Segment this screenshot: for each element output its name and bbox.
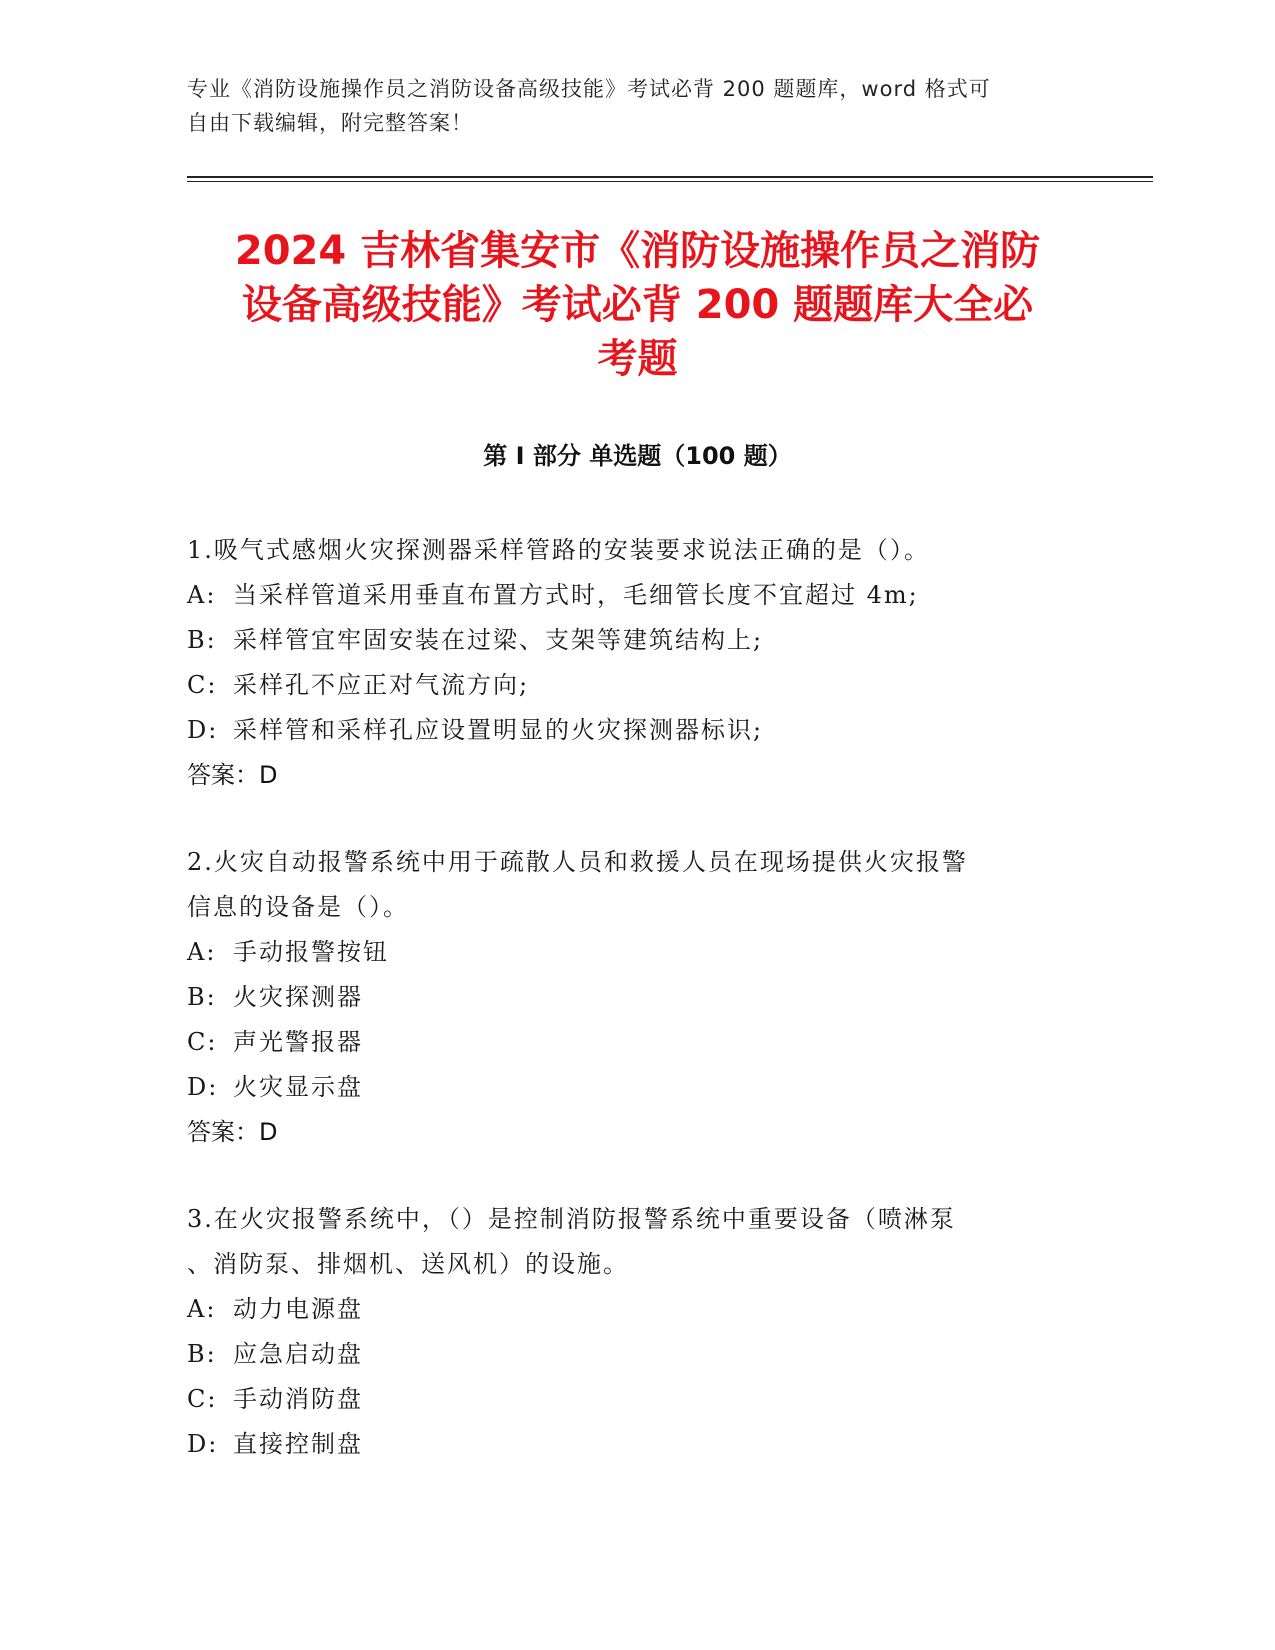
option-c [187, 1020, 1067, 1065]
question-stem-line-2: 信息的设备是（）。 [187, 893, 409, 921]
header-rule-thin [187, 181, 1153, 182]
option-a [187, 1287, 1067, 1332]
option-text: 手动消防盘 [233, 1385, 363, 1413]
option-text: 动力电源盘 [233, 1295, 363, 1323]
option-key: B: [187, 983, 217, 1011]
option-text: 采样管和采样孔应设置明显的火灾探测器标识; [233, 716, 764, 744]
document-title [150, 224, 1125, 386]
option-key: A: [187, 581, 217, 609]
option-text: 声光警报器 [233, 1028, 363, 1056]
question-1 [187, 528, 1067, 798]
option-key: B: [187, 1340, 217, 1368]
header-note-line-2: 自由下载编辑，附完整答案！ [187, 111, 473, 135]
option-text: 采样孔不应正对气流方向; [233, 671, 530, 699]
option-key: B: [187, 626, 217, 654]
option-b [187, 975, 1067, 1020]
option-key: C: [187, 1385, 218, 1413]
question-stem-line-1: 3.在火灾报警系统中，（）是控制消防报警系统中重要设备（喷淋泵 [187, 1205, 956, 1233]
option-text: 应急启动盘 [233, 1340, 363, 1368]
option-text: 当采样管道采用垂直布置方式时，毛细管长度不宜超过 4m; [233, 581, 919, 609]
question-stem-line-2: 、消防泵、排烟机、送风机）的设施。 [187, 1250, 629, 1278]
option-text: 火灾探测器 [233, 983, 363, 1011]
header-note-line-1: 专业《消防设施操作员之消防设备高级技能》考试必背 200 题题库，word 格式可 [187, 77, 991, 101]
option-d [187, 1422, 1067, 1467]
option-a [187, 930, 1067, 975]
option-b [187, 618, 1067, 663]
document-title-line-1: 2024 吉林省集安市《消防设施操作员之消防 [234, 228, 1041, 274]
answer: 答案：D [187, 1118, 278, 1146]
header-note [187, 72, 1087, 140]
option-text: 火灾显示盘 [233, 1073, 363, 1101]
section-heading: 第 I 部分 单选题（100 题） [483, 442, 792, 470]
option-key: C: [187, 1028, 218, 1056]
option-a [187, 573, 1067, 618]
option-c [187, 1377, 1067, 1422]
question-stem-line-1: 2.火灾自动报警系统中用于疏散人员和救援人员在现场提供火灾报警 [187, 848, 968, 876]
answer: 答案：D [187, 761, 278, 789]
option-key: A: [187, 1295, 217, 1323]
option-text: 直接控制盘 [233, 1430, 363, 1458]
document-title-line-3: 考题 [597, 336, 678, 382]
option-key: D: [187, 716, 219, 744]
option-d [187, 708, 1067, 753]
document-title-line-2: 设备高级技能》考试必背 200 题题库大全必 [241, 282, 1034, 328]
option-d [187, 1065, 1067, 1110]
question-2 [187, 840, 1067, 1155]
option-key: C: [187, 671, 218, 699]
option-text: 采样管宜牢固安装在过梁、支架等建筑结构上; [233, 626, 764, 654]
question-stem: 1.吸气式感烟火灾探测器采样管路的安装要求说法正确的是（）。 [187, 536, 930, 564]
question-3 [187, 1197, 1067, 1467]
option-b [187, 1332, 1067, 1377]
header-rule-thick [187, 176, 1153, 178]
question-list [187, 528, 1067, 1509]
option-key: A: [187, 938, 217, 966]
option-key: D: [187, 1430, 219, 1458]
option-text: 手动报警按钮 [233, 938, 389, 966]
option-key: D: [187, 1073, 219, 1101]
option-c [187, 663, 1067, 708]
